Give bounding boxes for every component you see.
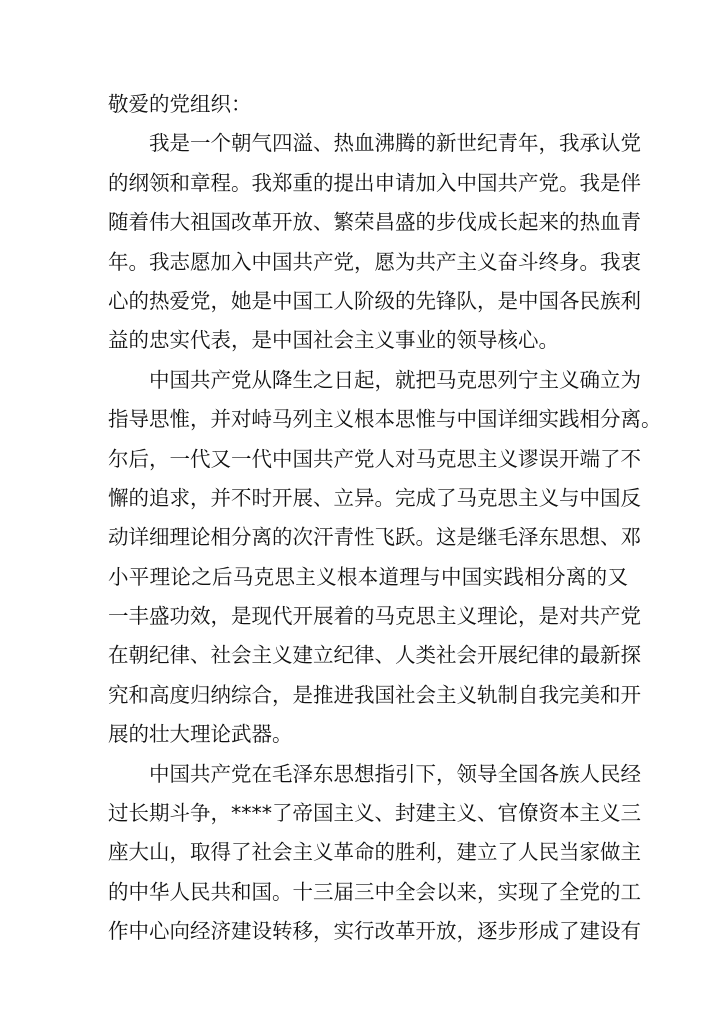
text-line: 年。我志愿加入中国共产党，愿为共产主义奋斗终身。我衷 — [108, 249, 641, 274]
text-line: 中国共产党从降生之日起，就把马克思列宁主义确立为 — [149, 367, 641, 392]
text-line: 展的壮大理论武器。 — [108, 722, 293, 747]
text-line: 尔后，一代又一代中国共产党人对马克思主义谬误开端了不 — [108, 446, 641, 471]
paragraph-2 — [108, 361, 662, 755]
paragraph-3 — [108, 755, 641, 952]
text-line: 座大山，取得了社会主义革命的胜利，建立了人民当家做主 — [108, 840, 641, 865]
text-line: 心的热爱党，她是中国工人阶级的先锋队，是中国各民族利 — [108, 288, 641, 313]
document-body — [108, 85, 662, 952]
paragraph-1 — [108, 124, 641, 360]
text-line: 究和高度归纳综合，是推进我国社会主义轨制自我完美和开 — [108, 682, 641, 707]
text-line: 懈的追求，并不时开展、立异。完成了马克思主义与中国反 — [108, 485, 641, 510]
text-line: 一丰盛功效，是现代开展着的马克思主义理论，是对共产党 — [108, 604, 641, 629]
text-line: 过长期斗争，****了帝国主义、封建主义、官僚资本主义三 — [108, 801, 641, 826]
text-line: 的中华人民共和国。十三届三中全会以来，实现了全党的工 — [108, 879, 641, 904]
text-line: 小平理论之后马克思主义根本道理与中国实践相分离的又 — [108, 564, 628, 589]
text-line: 指导思惟，并对峙马列主义根本思惟与中国详细实践相分离。 — [108, 407, 662, 432]
text-line: 作中心向经济建设转移，实行改革开放，逐步形成了建设有 — [108, 919, 641, 944]
salutation: 敬爱的党组织： — [108, 92, 252, 116]
text-line: 在朝纪律、社会主义建立纪律、人类社会开展纪律的最新探 — [108, 643, 641, 668]
text-line: 中国共产党在毛泽东思想指引下，领导全国各族人民经 — [149, 761, 641, 786]
text-line: 动详细理论相分离的次汗青性飞跃。这是继毛泽东思想、邓 — [108, 525, 641, 550]
text-line: 随着伟大祖国改革开放、繁荣昌盛的步伐成长起来的热血青 — [108, 210, 641, 235]
text-line: 我是一个朝气四溢、热血沸腾的新世纪青年，我承认党 — [149, 131, 641, 156]
text-line: 的纲领和章程。我郑重的提出申请加入中国共产党。我是伴 — [108, 170, 641, 195]
text-line: 益的忠实代表，是中国社会主义事业的领导核心。 — [108, 328, 559, 353]
